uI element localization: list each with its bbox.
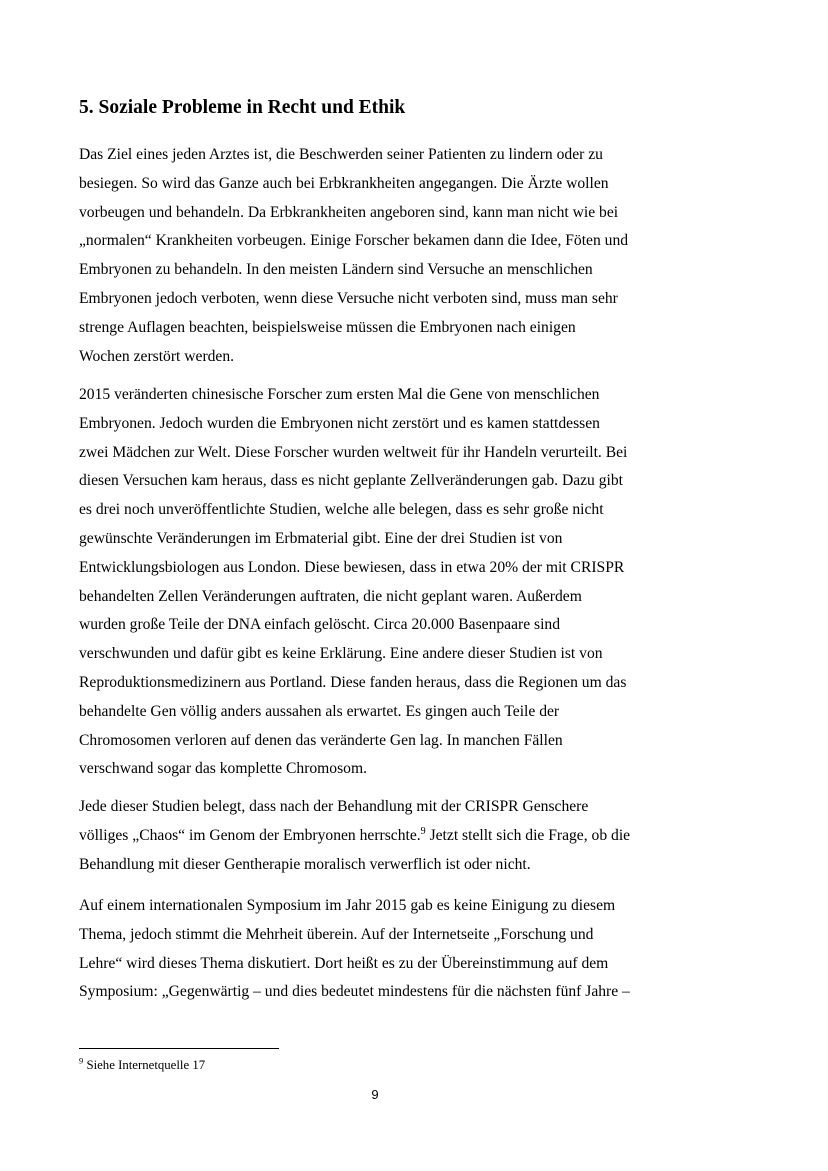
footnote [79,1057,205,1073]
paragraph-3 [79,793,759,879]
text-line: Lehre“ wird dieses Thema diskutiert. Dort heißt es zu der Übereinstimmung auf dem [79,954,609,972]
text-line: behandelten Zellen Veränderungen auftraten, die nicht geplant waren. Außerdem [79,587,582,605]
paragraph-4 [79,892,759,1007]
text-line: Wochen zerstört werden. [79,347,235,365]
page-number: 9 [371,1087,379,1102]
text-line: „normalen“ Krankheiten vorbeugen. Einige Forscher bekamen dann die Idee, Föten und [79,232,629,250]
text-line: Embryonen. Jedoch wurden die Embryonen nicht zerstört und es kamen stattdessen [79,414,600,432]
text-line: diesen Versuchen kam heraus, dass es nicht geplante Zellveränderungen gab. Dazu gibt [79,472,624,490]
text-line: Das Ziel eines jeden Arztes ist, die Beschwerden seiner Patienten zu lindern oder zu [79,146,603,163]
text-segment: völliges „Chaos“ im Genom der Embryonen herrschte. [79,826,421,844]
text-line: zwei Mädchen zur Welt. Diese Forscher wurden weltweit für ihr Handeln verurteilt. Bei [79,443,628,461]
text-line: Reproduktionsmedizinern aus Portland. Diese fanden heraus, dass die Regionen um das [79,673,627,691]
footnote-separator [79,1048,279,1049]
footnote-reference[interactable]: 9 [420,825,426,837]
text-line: gewünschte Veränderungen im Erbmaterial gibt. Eine der drei Studien ist von [79,529,563,547]
footnote-number: 9 [79,1055,84,1066]
text-line: Jede dieser Studien belegt, dass nach der Behandlung mit der CRISPR Genschere [79,798,589,815]
text-line: es drei noch unveröffentlichte Studien, welche alle belegen, dass es sehr große nicht [79,501,604,519]
paragraph-1 [79,141,759,371]
text-line: wurden große Teile der DNA einfach gelöscht. Circa 20.000 Basenpaare sind [79,616,561,634]
text-line: Entwicklungsbiologen aus London. Diese bewiesen, dass in etwa 20% der mit CRISPR [79,558,625,576]
paragraph-2 [79,381,759,784]
text-line: verschwunden und dafür gibt es keine Erklärung. Eine andere dieser Studien ist von [79,645,603,663]
text-line: Chromosomen verloren auf denen das veränderte Gen lag. In manchen Fällen [79,731,563,749]
text-segment: Jetzt stellt sich die Frage, ob die [425,826,631,844]
text-line: vorbeugen und behandeln. Da Erbkrankheiten angeboren sind, kann man nicht wie bei [79,203,619,221]
text-line [79,822,759,851]
text-line: Behandlung mit dieser Gentherapie moralisch verwerflich ist oder nicht. [79,855,531,873]
section-heading: 5. Soziale Probleme in Recht und Ethik [79,97,406,118]
text-line: besiegen. So wird das Ganze auch bei Erbkrankheiten angegangen. Die Ärzte wollen [79,174,609,192]
text-line: strenge Auflagen beachten, beispielsweise müssen die Embryonen nach einigen [79,318,576,336]
text-line: 2015 veränderten chinesische Forscher zum ersten Mal die Gene von menschlichen [79,386,600,403]
text-line: verschwand sogar das komplette Chromosom. [79,760,367,778]
text-line: Embryonen zu behandeln. In den meisten Ländern sind Versuche an menschlichen [79,261,593,279]
text-line: Embryonen jedoch verboten, wenn diese Versuche nicht verboten sind, muss man sehr [79,289,618,307]
footnote-text: Siehe Internetquelle 17 [83,1058,206,1072]
text-line: Symposium: „Gegenwärtig – und dies bedeutet mindestens für die nächsten fünf Jahre – [79,983,630,1001]
text-line: Thema, jedoch stimmt die Mehrheit überein. Auf der Internetseite „Forschung und [79,925,594,943]
text-line: behandelte Gen völlig anders aussahen als erwartet. Es gingen auch Teile der [79,702,560,720]
text-line: Auf einem internationalen Symposium im Jahr 2015 gab es keine Einigung zu diesem [79,897,616,914]
